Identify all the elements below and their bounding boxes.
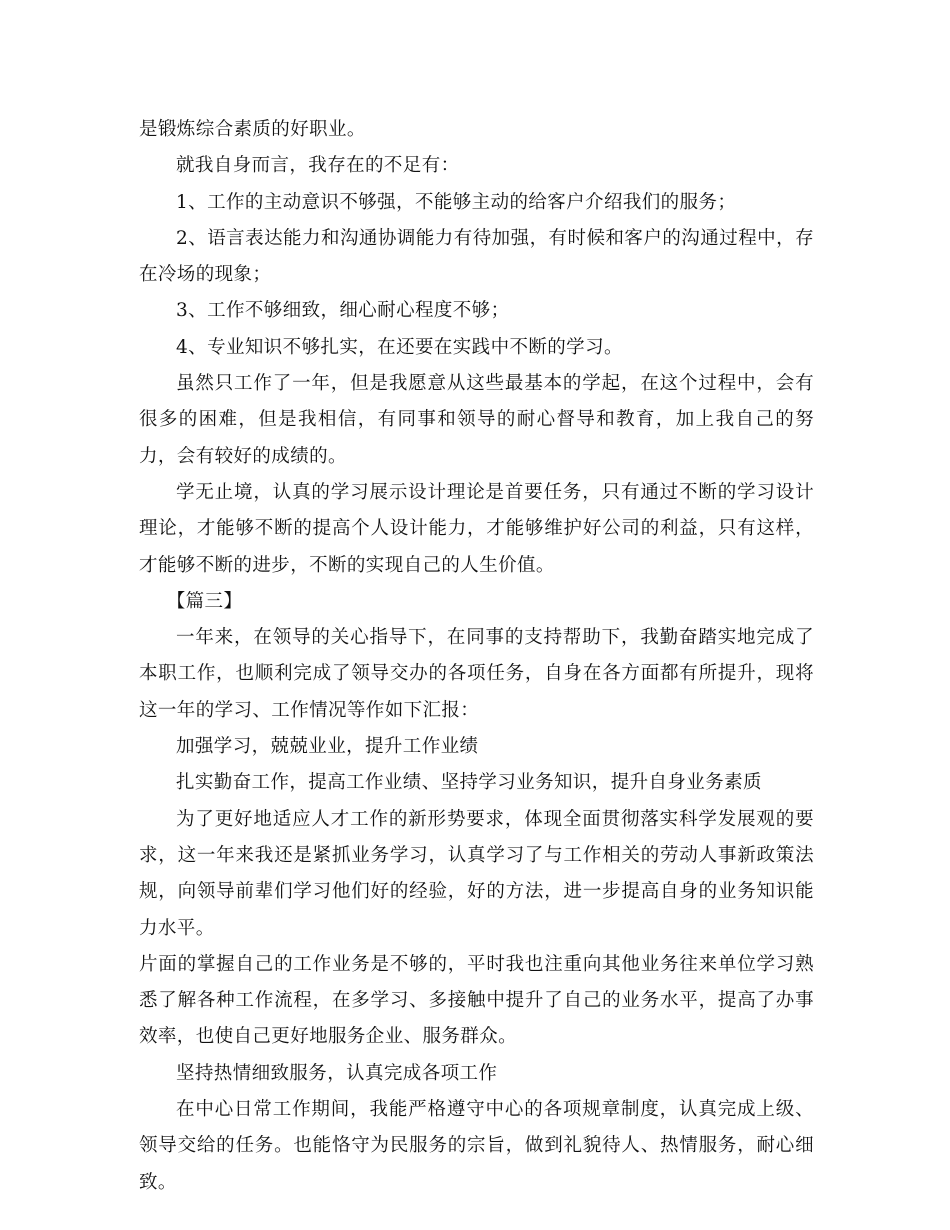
list-item: 3、工作不够细致，细心耐心程度不够； xyxy=(176,300,510,322)
document-body xyxy=(139,112,814,1201)
paragraph: 就我自身而言，我存在的不足有： xyxy=(176,155,460,177)
paragraph: 片面的掌握自己的工作业务是不够的，平时我也注重向其他业务往来单位学习熟悉了解各种工作流程，在多学习、多接触中提升了自己的业务水平，提高了办事效率，也使自己更好地服务企业、服务群众。 xyxy=(139,953,814,1048)
subheading: 坚持热情细致服务，认真完成各项工作 xyxy=(176,1062,498,1084)
paragraph: 一年来，在领导的关心指导下，在同事的支持帮助下，我勤奋踏实地完成了本职工作，也顺利完成了领导交办的各项任务，自身在各方面都有所提升，现将这一年的学习、工作情况等作如下汇报： xyxy=(139,627,814,721)
section-heading: 【篇三】 xyxy=(166,590,243,612)
subheading: 加强学习，兢兢业业，提升工作业绩 xyxy=(176,736,479,758)
list-item: 1、工作的主动意识不够强，不能够主动的给客户介绍我们的服务； xyxy=(176,191,737,213)
paragraph: 为了更好地适应人才工作的新形势要求，体现全面贯彻落实科学发展观的要求，这一年来我还是紧抓业务学习，认真学习了与工作相关的劳动人事新政策法规，向领导前辈们学习他们好的经验，好的方法，进一步提高自身的业务知识能力水平。 xyxy=(139,808,814,939)
paragraph: 在中心日常工作期间，我能严格遵守中心的各项规章制度，认真完成上级、领导交给的任务。也能恪守为民服务的宗旨，做到礼貌待人、热情服务，耐心细致。 xyxy=(139,1099,814,1193)
paragraph: 是锻炼综合素质的好职业。 xyxy=(139,119,366,140)
subheading: 扎实勤奋工作，提高工作业绩、坚持学习业务知识，提升自身业务素质 xyxy=(176,772,762,794)
paragraph: 学无止境，认真的学习展示设计理论是首要任务，只有通过不断的学习设计理论，才能够不断的提高个人设计能力，才能够维护好公司的利益，只有这样，才能够不断的进步，不断的实现自己的人生价值。 xyxy=(139,481,814,576)
list-item: 4、专业知识不够扎实，在还要在实践中不断的学习。 xyxy=(176,336,623,358)
paragraph: 虽然只工作了一年，但是我愿意从这些最基本的学起，在这个过程中，会有很多的困难，但是我相信，有同事和领导的耐心督导和教育，加上我自己的努力，会有较好的成绩的。 xyxy=(139,373,814,467)
list-item: 2、语言表达能力和沟通协调能力有待加强，有时候和客户的沟通过程中，存在冷场的现象； xyxy=(139,227,814,286)
